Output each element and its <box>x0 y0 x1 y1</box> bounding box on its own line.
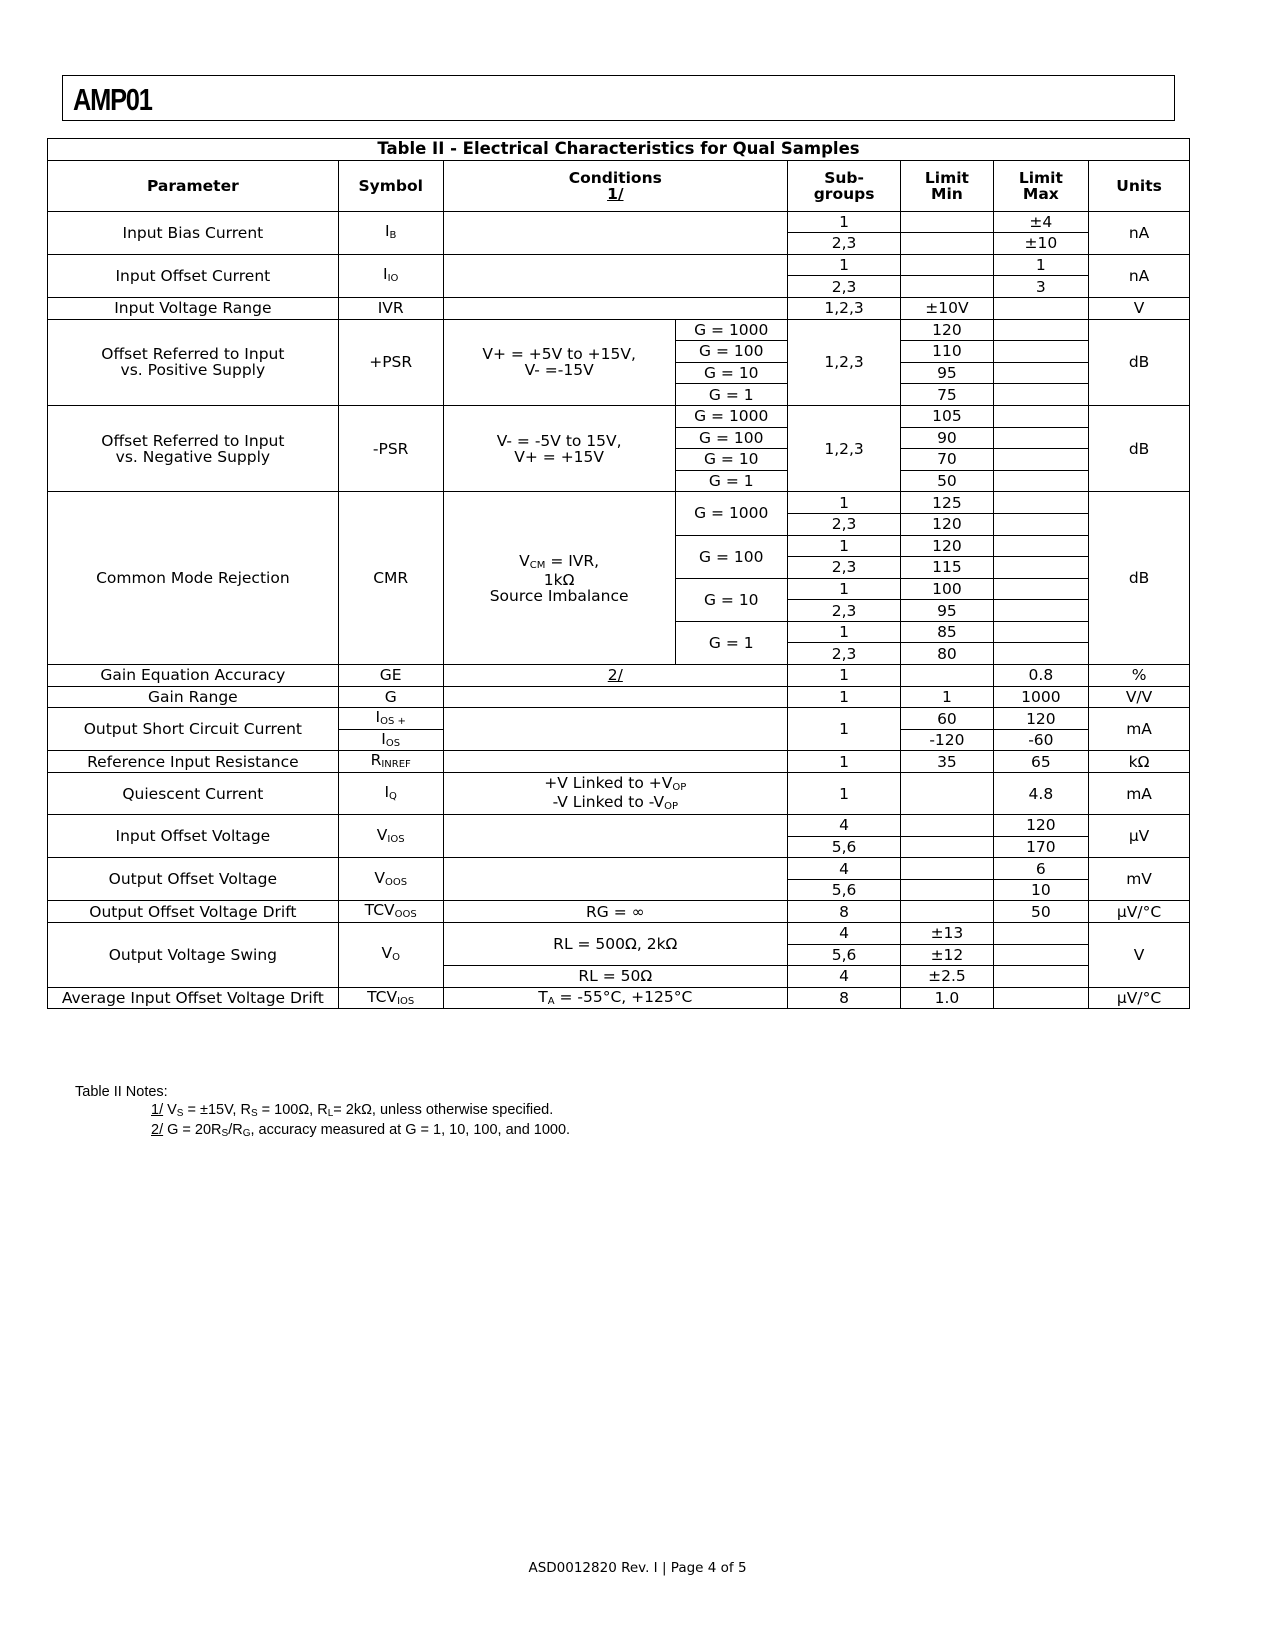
table-row: $I_{OS}$ -120 -60 <box>48 729 1190 751</box>
table-row: Output Offset Voltage $V_{OOS}$ 4 6 mV <box>48 858 1190 880</box>
col-subgroups: Sub- groups <box>787 160 900 211</box>
col-limit-max: Limit Max <box>993 160 1089 211</box>
table-row: G = 1 75 <box>48 384 1190 406</box>
table-row: Reference Input Resistance $R_{INREF}$ 1 35 65 kΩ <box>48 751 1190 773</box>
part-number: AMP01 <box>73 82 152 117</box>
table-row: 2,3 115 <box>48 557 1190 579</box>
table-row: 5,6 10 <box>48 879 1190 901</box>
table-row: G = 10 1 100 <box>48 578 1190 600</box>
table-row: Quiescent Current $I_Q$ +V Linked to $+V_{OP}$ -V Linked to $-V_{OP}$ 1 4.8 mA <box>48 773 1190 815</box>
col-limit-min: Limit Min <box>901 160 993 211</box>
table-notes <box>75 1083 570 1141</box>
table-row: Gain Equation Accuracy GE 2/ 1 0.8 % <box>48 665 1190 687</box>
table-row: G = 10 95 <box>48 362 1190 384</box>
page-footer: ASD0012820 Rev. I | Page 4 of 5 <box>528 1560 747 1576</box>
table-row: Input Voltage Range IVR 1,2,3 ±10V V <box>48 297 1190 319</box>
table-row: G = 100 110 <box>48 341 1190 363</box>
table-row: Output Short Circuit Current $I_{OS +}$ 1 60 120 mA <box>48 708 1190 730</box>
table-row: G = 100 1 120 <box>48 535 1190 557</box>
table-row: 2,3 120 <box>48 513 1190 535</box>
table-row: Input Bias Current $I_B$ 1 ±4 nA <box>48 211 1190 233</box>
table-row: 2,3 ±10 <box>48 233 1190 255</box>
table-row: Gain Range G 1 1 1000 V/V <box>48 686 1190 708</box>
note-1: 1/ $V_S = \pm 15V$, $R_S = 100\Omega$, $R_L= 2k\Omega$, unless otherwise specified. <box>151 1102 554 1119</box>
table-row: Input Offset Voltage $V_{IOS}$ 4 120 µV <box>48 815 1190 837</box>
table-row: G = 10 70 <box>48 449 1190 471</box>
column-header-row <box>48 160 1190 211</box>
note-2: 2/ $G = 20R_S/R_G$, accuracy measured at G = 1, 10, 100, and 1000. <box>151 1122 571 1139</box>
col-parameter: Parameter <box>48 160 339 211</box>
table-row: 5,6 170 <box>48 836 1190 858</box>
table-row: 2,3 95 <box>48 600 1190 622</box>
table-title: Table II - Electrical Characteristics for Qual Samples <box>48 139 1190 161</box>
table-row: 2,3 3 <box>48 276 1190 298</box>
table-row: Common Mode Rejection CMR $V_{CM}$ = IVR, 1kΩ Source Imbalance G = 1000 1 125 dB <box>48 492 1190 514</box>
table-row: RL = 50Ω 4 ±2.5 <box>48 966 1190 988</box>
header-box <box>62 75 1175 121</box>
table-row: Average Input Offset Voltage Drift $TCV_{IOS}$ $T_A = -55^\circ C$, +125°C 8 1.0 µV/°C <box>48 987 1190 1009</box>
table-row: Offset Referred to Input vs. Negative Supply -PSR V- = -5V to 15V, V+ = +15V G = 1000 1,2,3 105 dB <box>48 405 1190 427</box>
col-symbol: Symbol <box>338 160 443 211</box>
table-row: G = 1 50 <box>48 470 1190 492</box>
col-units: Units <box>1089 160 1190 211</box>
electrical-characteristics-table <box>47 138 1190 1009</box>
table-row: Output Offset Voltage Drift $TCV_{OOS}$ RG = ∞ 8 50 µV/°C <box>48 901 1190 923</box>
table-row: 2,3 80 <box>48 643 1190 665</box>
table-row: G = 100 90 <box>48 427 1190 449</box>
table-row: G = 1 1 85 <box>48 621 1190 643</box>
notes-title: Table II Notes: <box>75 1084 168 1100</box>
table-row: Output Voltage Swing $V_O$ RL = 500Ω, 2kΩ 4 ±13 V <box>48 923 1190 945</box>
table-row: 5,6 ±12 <box>48 944 1190 966</box>
table-row: Input Offset Current $I_{IO}$ 1 1 nA <box>48 254 1190 276</box>
col-conditions: Conditions 1/ <box>443 160 787 211</box>
table-row: Offset Referred to Input vs. Positive Supply +PSR V+ = +5V to +15V, V- =-15V G = 1000 1,2,3 120 dB <box>48 319 1190 341</box>
